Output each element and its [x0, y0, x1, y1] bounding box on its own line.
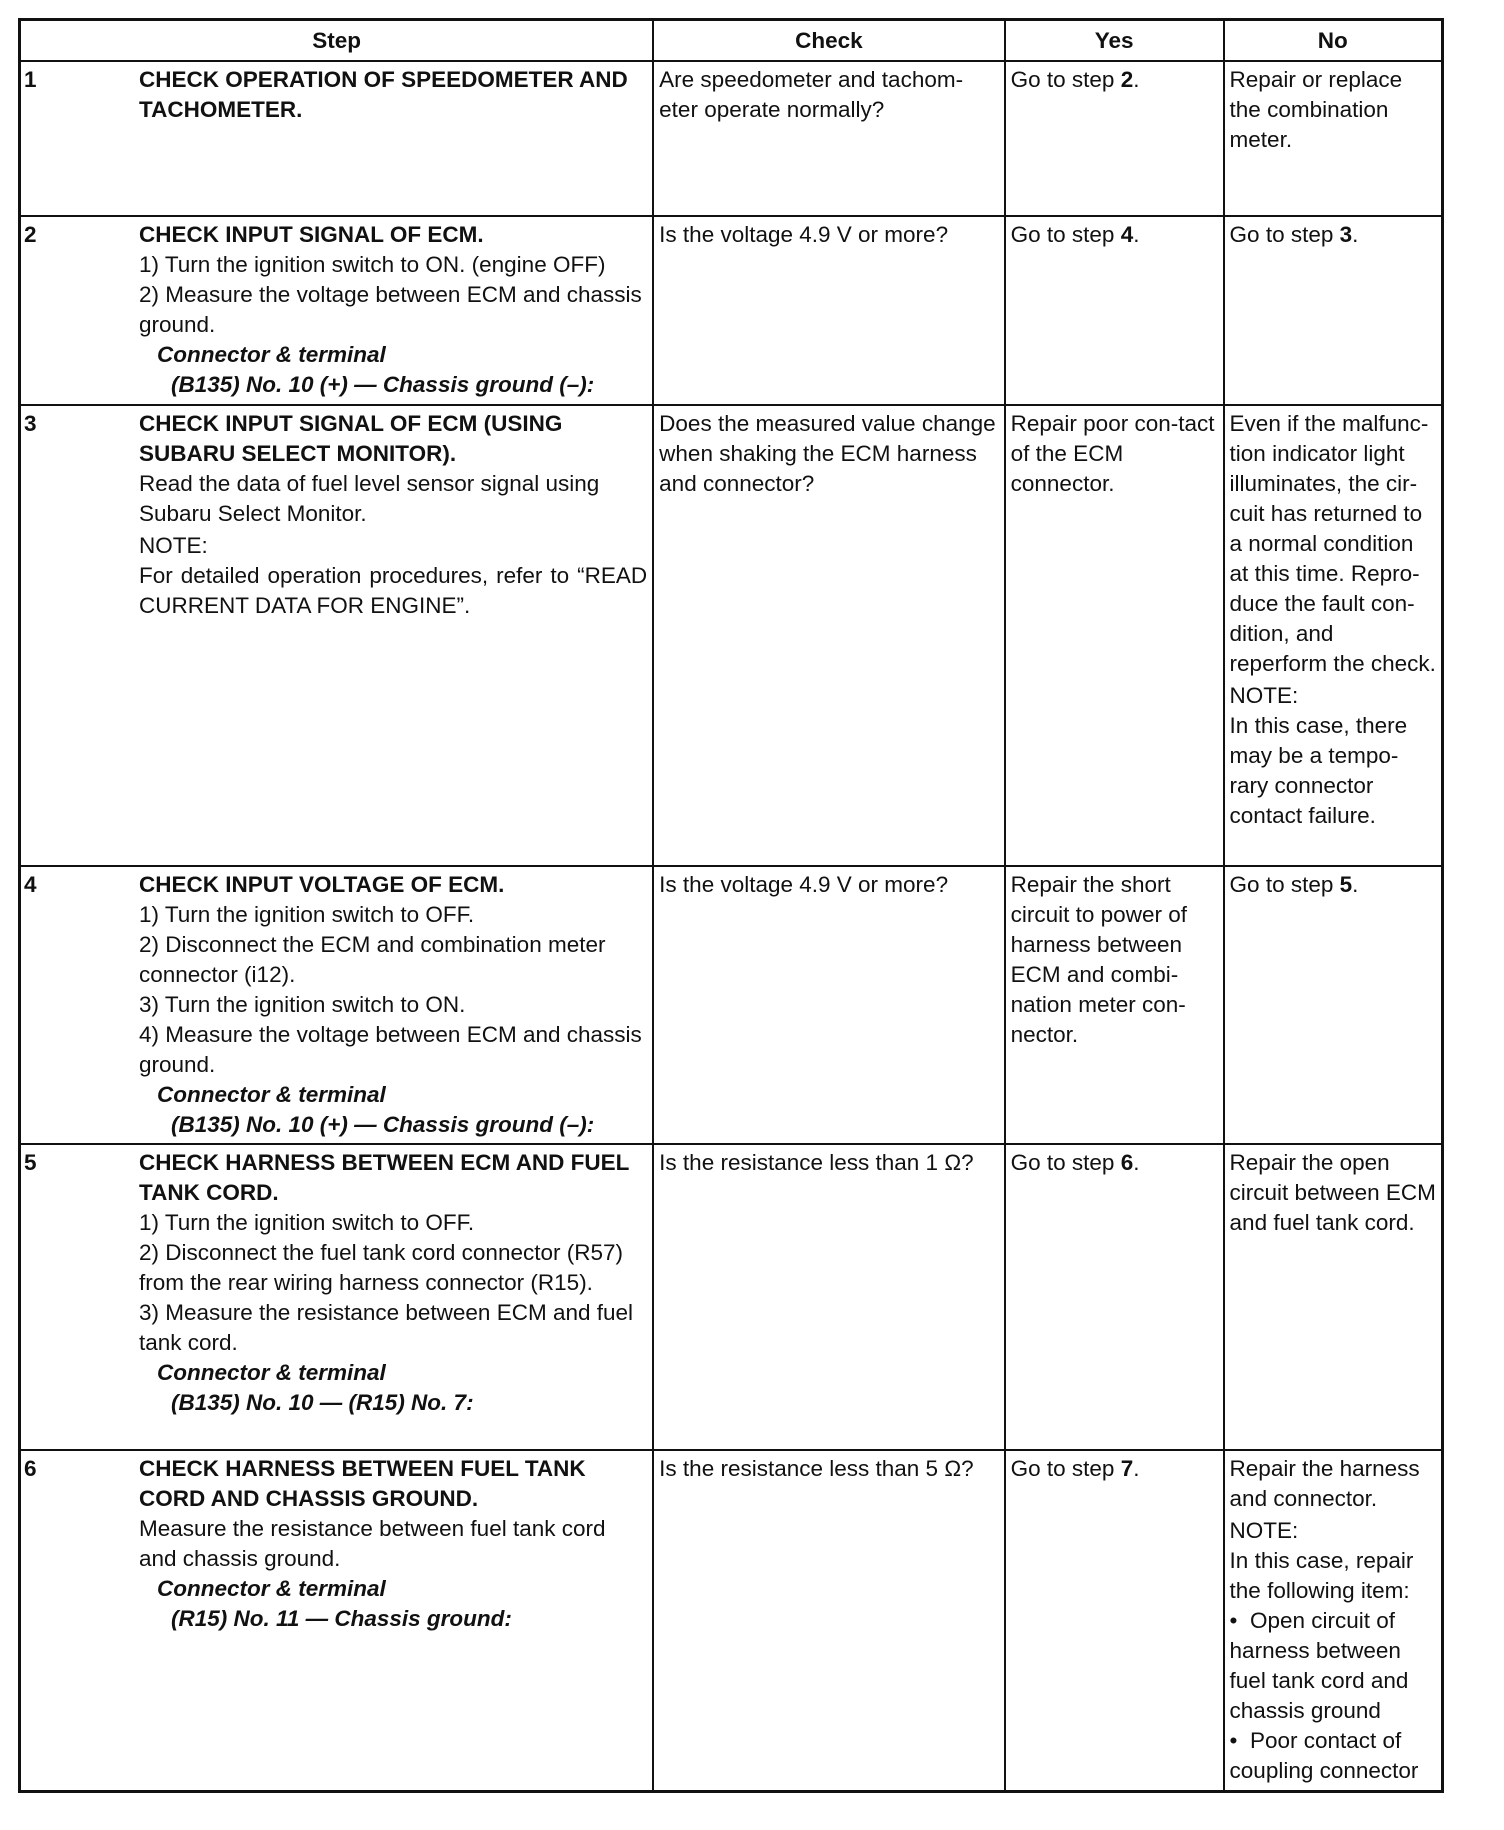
step-instruction: 4) Measure the voltage between ECM and chassis ground. [139, 1021, 642, 1077]
header-row [20, 20, 1443, 62]
yes-prefix: Go to step [1010, 67, 1121, 92]
step-number: 6 [20, 1450, 140, 1791]
no-action-text: Even if the malfunc-tion indicator light illuminates, the cir-cuit has returned to a normal condition at this time. Repro-duce the fault con-dition, and reperform the check. [1229, 410, 1436, 676]
no-prefix: Go to step [1229, 222, 1340, 248]
table-row [20, 405, 1443, 866]
bullet-item: • Poor contact of coupling connector [1230, 1726, 1436, 1786]
connector-terminal: (B135) No. 10 (+) — Chassis ground (–): [171, 1111, 595, 1137]
yes-action [1005, 61, 1224, 216]
table-row [20, 1144, 1443, 1450]
step-title: CHECK OPERATION OF SPEEDOMETER AND TACHOMETER. [139, 67, 628, 122]
step-description [139, 1450, 653, 1791]
yes-prefix: Go to step [1010, 1456, 1121, 1482]
note-text: For detailed operation procedures, refer to “READ CURRENT DATA FOR ENGINE”. [139, 562, 648, 618]
check-question: Are speedometer and tachom-eter operate normally? [653, 61, 1004, 216]
note-label: NOTE: [1229, 1518, 1299, 1544]
step-number: 4 [20, 866, 140, 1145]
no-action: Repair the open circuit between ECM and fuel tank cord. [1224, 1144, 1443, 1450]
connector-terminal: (B135) No. 10 — (R15) No. 7: [171, 1390, 474, 1416]
check-question: Is the voltage 4.9 V or more? [653, 866, 1004, 1145]
step-title: CHECK HARNESS BETWEEN FUEL TANK CORD AND CHASSIS GROUND. [139, 1456, 586, 1512]
no-suffix: . [1352, 222, 1359, 248]
yes-suffix: . [1133, 1150, 1140, 1176]
table-row [20, 216, 1443, 404]
step-description [139, 61, 653, 216]
step-instruction: 3) Turn the ignition switch to ON. [139, 991, 466, 1017]
step-title: CHECK INPUT SIGNAL OF ECM. [139, 222, 484, 248]
yes-step-ref: 6 [1120, 1150, 1134, 1176]
table-row [20, 1450, 1443, 1791]
step-number: 5 [20, 1144, 140, 1450]
step-instruction: Measure the resistance between fuel tank cord and chassis ground. [139, 1516, 606, 1572]
no-action: Repair or replace the combination meter. [1224, 61, 1443, 216]
step-number: 1 [20, 61, 140, 216]
no-action [1224, 405, 1443, 866]
check-question: Is the voltage 4.9 V or more? [653, 216, 1004, 404]
no-action [1224, 866, 1443, 1145]
step-title: CHECK INPUT VOLTAGE OF ECM. [139, 871, 505, 897]
step-number: 2 [20, 216, 140, 404]
no-prefix: Go to step [1229, 871, 1340, 897]
yes-action [1005, 1144, 1224, 1450]
connector-terminal: (B135) No. 10 (+) — Chassis ground (–): [171, 372, 595, 398]
no-step-ref: 3 [1339, 222, 1353, 248]
yes-action [1005, 1450, 1224, 1791]
diagnostic-procedure-page [18, 18, 1444, 1793]
yes-action: Repair poor con-tact of the ECM connector. [1005, 405, 1224, 866]
table-row [20, 61, 1443, 216]
step-number: 3 [20, 405, 140, 866]
yes-step-ref: 4 [1120, 222, 1134, 248]
step-instruction: 1) Turn the ignition switch to ON. (engine OFF) [139, 252, 606, 278]
table-row [20, 866, 1443, 1145]
no-suffix: . [1352, 871, 1359, 897]
step-instruction: 1) Turn the ignition switch to OFF. [139, 901, 475, 927]
header-step: Step [20, 20, 654, 62]
connector-label: Connector & terminal [157, 1576, 386, 1602]
connector-terminal: (R15) No. 11 — Chassis ground: [171, 1606, 512, 1632]
no-action [1224, 1450, 1443, 1791]
step-instruction: Read the data of fuel level sensor signal using Subaru Select Monitor. [139, 470, 600, 526]
step-instruction: 2) Measure the voltage between ECM and chassis ground. [139, 282, 642, 338]
step-instruction: 2) Disconnect the fuel tank cord connector (R57) from the rear wiring harness connector (R15). [139, 1240, 623, 1296]
yes-suffix: . [1133, 67, 1140, 92]
note-label: NOTE: [139, 532, 208, 558]
note-label: NOTE: [1229, 682, 1299, 708]
step-instruction: 2) Disconnect the ECM and combination meter connector (i12). [139, 931, 606, 987]
step-title: CHECK HARNESS BETWEEN ECM AND FUEL TANK CORD. [139, 1150, 630, 1206]
step-description [139, 1144, 653, 1450]
connector-label: Connector & terminal [157, 342, 386, 368]
step-instruction: 1) Turn the ignition switch to OFF. [139, 1210, 475, 1236]
step-description [139, 405, 653, 866]
yes-prefix: Go to step [1010, 222, 1121, 248]
step-description [139, 216, 653, 404]
connector-label: Connector & terminal [157, 1360, 386, 1386]
header-check: Check [653, 20, 1004, 62]
connector-label: Connector & terminal [157, 1081, 386, 1107]
no-step-ref: 5 [1339, 871, 1353, 897]
step-title: CHECK INPUT SIGNAL OF ECM (USING SUBARU SELECT MONITOR). [139, 410, 563, 466]
yes-step-ref: 7 [1120, 1456, 1134, 1482]
yes-action: Repair the short circuit to power of harness between ECM and combi-nation meter con-nector. [1005, 866, 1224, 1145]
yes-step-ref: 2 [1120, 67, 1134, 92]
bullet-item: • Open circuit of harness between fuel tank cord and chassis ground [1230, 1606, 1436, 1726]
step-description [139, 866, 653, 1145]
no-action-text: Repair the harness and connector. [1229, 1456, 1420, 1512]
step-instruction: 3) Measure the resistance between ECM and fuel tank cord. [139, 1300, 634, 1356]
header-no: No [1224, 20, 1443, 62]
note-text: In this case, repair the following item: [1229, 1548, 1414, 1604]
yes-suffix: . [1133, 222, 1140, 248]
check-question: Is the resistance less than 5 Ω? [653, 1450, 1004, 1791]
check-question: Is the resistance less than 1 Ω? [653, 1144, 1004, 1450]
check-question: Does the measured value change when shaking the ECM harness and connector? [653, 405, 1004, 866]
yes-action [1005, 216, 1224, 404]
no-action [1224, 216, 1443, 404]
yes-suffix: . [1133, 1456, 1140, 1482]
yes-prefix: Go to step [1010, 1150, 1121, 1176]
diagnostic-table [18, 18, 1444, 1793]
note-text: In this case, there may be a tempo-rary connector contact failure. [1229, 712, 1408, 828]
header-yes: Yes [1005, 20, 1224, 62]
